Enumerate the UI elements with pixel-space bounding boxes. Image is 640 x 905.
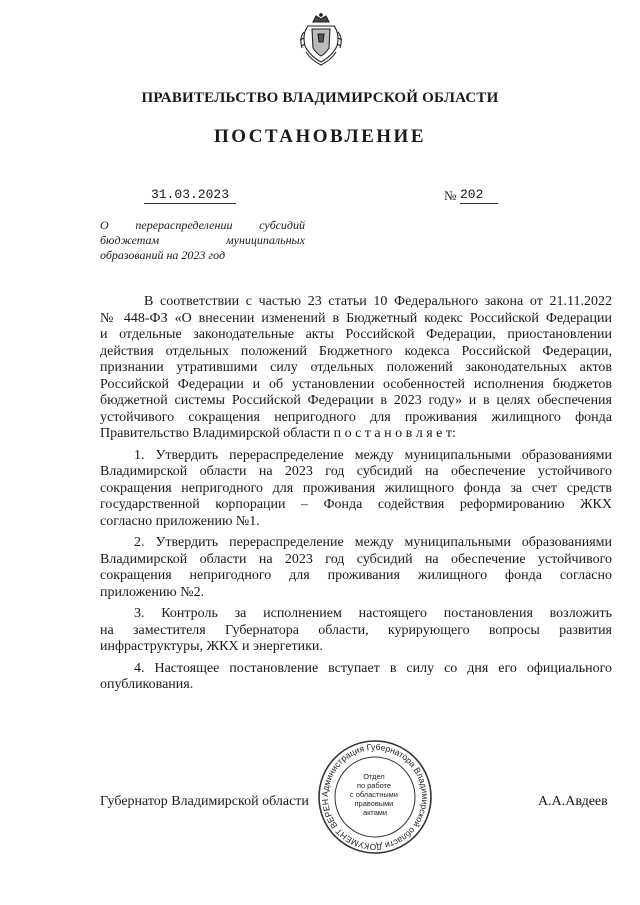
text-line: устойчивого сокращения непригодного для проживания жилищного фонда bbox=[100, 409, 612, 425]
stamp-center-line: по работе bbox=[356, 781, 391, 790]
document-number: 202 bbox=[460, 187, 498, 204]
number-sign: № bbox=[444, 188, 457, 203]
text-line: приложению №2. bbox=[100, 584, 205, 600]
text-line: сокращения непригодного для проживания жилищного фонда за счет средств bbox=[100, 480, 612, 496]
text-line: 2. Утвердить перераспределение между муниципальными образованиями bbox=[134, 535, 612, 550]
text-line: и отдельные законодательные акты Российской Федерации, приостановлении bbox=[100, 327, 612, 342]
text-line: Владимирской области на 2023 год субсидий на обеспечение устойчивого bbox=[100, 464, 612, 479]
text-line: В соответствии с частью 23 статьи 10 Федерального закона от 21.11.2022 bbox=[144, 294, 612, 309]
organization-title: ПРАВИТЕЛЬСТВО ВЛАДИМИРСКОЙ ОБЛАСТИ bbox=[141, 90, 499, 106]
text-line: Российской Федерации и об установлении особенностей исполнения бюджетов bbox=[100, 376, 612, 392]
clause-3 bbox=[100, 606, 612, 656]
text-line: Владимирской области на 2023 год субсидий на обеспечение устойчивого bbox=[100, 551, 612, 567]
stamp-center-line: правовыми bbox=[354, 799, 394, 808]
text-line: бюджетной системы Российской Федерации в 2023 году» и в целях обеспечения bbox=[100, 393, 612, 408]
stamp-center-line: с областными bbox=[350, 790, 398, 799]
signatory-name: А.А.Авдеев bbox=[538, 794, 608, 809]
stamp-ring-text: Администрация Губернатора Владимирской области ДОКУМЕНТ ВЕРЕН bbox=[319, 741, 431, 853]
text-line: признании утратившими силу отдельных положений законодательных актов bbox=[100, 360, 612, 375]
text-line: сокращения непригодного для проживания жилищного фонда согласно bbox=[100, 568, 612, 583]
text-line: на заместителя Губернатора области, курирующего вопросы развития bbox=[100, 622, 612, 638]
signatory-position: Губернатор Владимирской области bbox=[100, 794, 309, 809]
official-stamp bbox=[316, 738, 434, 856]
text-line: 4. Настоящее постановление вступает в силу со дня его официального bbox=[134, 660, 612, 676]
text-line: опубликования. bbox=[100, 677, 194, 692]
text-line: действия отдельных положений Бюджетного кодекса Российской Федерации, bbox=[100, 343, 612, 359]
clause-1 bbox=[100, 448, 612, 531]
preamble-paragraph bbox=[100, 294, 612, 443]
coat-of-arms-icon bbox=[296, 12, 346, 68]
document-date: 31.03.2023 bbox=[144, 187, 236, 204]
text-line: Правительство Владимирской области п о с т а н о в л я е т: bbox=[100, 426, 456, 441]
text-line: государственной корпорации – Фонда содействия реформированию ЖКХ bbox=[100, 497, 612, 512]
document-subject bbox=[100, 218, 305, 263]
subject-line: бюджетам муниципальных bbox=[100, 233, 305, 247]
subject-line: образований на 2023 год bbox=[100, 248, 226, 262]
document-type-heading: ПОСТАНОВЛЕНИЕ bbox=[213, 126, 427, 147]
text-line: № 448-ФЗ «О внесении изменений в Бюджетный кодекс Российской Федерации bbox=[100, 310, 612, 326]
stamp-center-line: Отдел bbox=[363, 772, 385, 781]
stamp-center-line: актами bbox=[362, 808, 388, 817]
text-line: согласно приложению №1. bbox=[100, 513, 260, 529]
subject-line: О перераспределении субсидий bbox=[100, 218, 305, 232]
text-line: 3. Контроль за исполнением настоящего постановления возложить bbox=[134, 606, 612, 621]
text-line: 1. Утвердить перераспределение между муниципальными образованиями bbox=[134, 447, 612, 463]
text-line: инфраструктуры, ЖКХ и энергетики. bbox=[100, 639, 323, 654]
document-body bbox=[100, 294, 612, 699]
clause-4 bbox=[100, 661, 612, 694]
clause-2 bbox=[100, 535, 612, 601]
